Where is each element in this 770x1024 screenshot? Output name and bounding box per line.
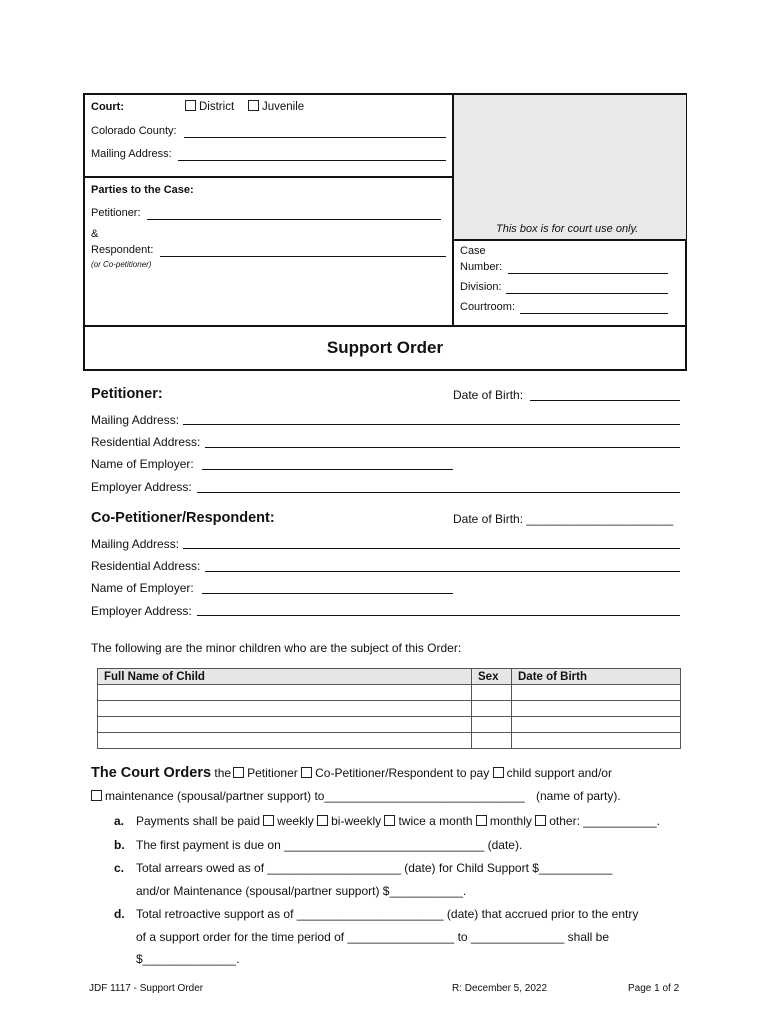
- item-d-text: Total retroactive support as of ______________________ (date) that accrued prior to the entry: [136, 907, 639, 921]
- orders-child-support-checkbox[interactable]: [493, 767, 504, 778]
- petitioner-dob-field[interactable]: [530, 400, 680, 401]
- juvenile-option[interactable]: [248, 100, 304, 113]
- header-sex: Sex: [472, 669, 512, 685]
- caption-respondent-label: Respondent:: [91, 244, 154, 256]
- petitioner-heading: Petitioner:: [91, 386, 163, 402]
- orders-co-respondent-label: Co-Petitioner/Respondent to pay: [315, 766, 490, 780]
- petitioner-employer-address-field[interactable]: [197, 492, 680, 493]
- orders-line-1: [91, 765, 612, 781]
- orders-line-2: [91, 789, 621, 803]
- item-c-text-2: and/or Maintenance (spousal/partner support) $___________.: [136, 884, 467, 898]
- item-a-lead: Payments shall be paid: [136, 814, 261, 828]
- district-checkbox[interactable]: [185, 100, 196, 111]
- orders-maintenance-label: maintenance (spousal/partner support) to______________________________: [105, 789, 525, 803]
- orders-maintenance-checkbox[interactable]: [91, 790, 102, 801]
- ampersand: &: [91, 228, 99, 240]
- respondent-dob-label: Date of Birth: ______________________: [453, 512, 674, 526]
- juvenile-label: Juvenile: [262, 101, 305, 113]
- table-row: [98, 685, 681, 701]
- case-number-field[interactable]: [508, 273, 668, 274]
- caption-petitioner-label: Petitioner:: [91, 207, 141, 219]
- respondent-mailing-label: Mailing Address:: [91, 537, 180, 551]
- petitioner-employer-name-field[interactable]: [202, 469, 453, 470]
- child-dob-cell[interactable]: [512, 733, 681, 749]
- child-dob-cell[interactable]: [512, 685, 681, 701]
- child-sex-cell[interactable]: [472, 685, 512, 701]
- respondent-residential-field[interactable]: [205, 571, 680, 572]
- petitioner-mailing-field[interactable]: [183, 424, 680, 425]
- footer-page: Page 1 of 2: [628, 983, 680, 994]
- orders-petitioner-label: Petitioner: [247, 766, 298, 780]
- children-table: [97, 668, 681, 749]
- district-option[interactable]: [185, 100, 234, 113]
- respondent-heading: Co-Petitioner/Respondent:: [91, 510, 275, 526]
- item-d-text-3: $______________.: [136, 952, 240, 966]
- orders-lead: The Court Orders: [91, 765, 212, 781]
- caption-petitioner-field[interactable]: [147, 219, 441, 220]
- child-sex-cell[interactable]: [472, 733, 512, 749]
- twice-month-label: twice a month: [398, 814, 473, 828]
- courtroom-label: Courtroom:: [460, 301, 516, 313]
- caption-rule: [85, 176, 453, 178]
- other-label: other: ___________.: [549, 814, 660, 828]
- item-a-label: a.: [114, 814, 125, 828]
- division-field[interactable]: [506, 293, 668, 294]
- other-checkbox[interactable]: [535, 815, 546, 826]
- county-label: Colorado County:: [91, 125, 177, 137]
- item-d-text-2: of a support order for the time period of ________________ to ______________ shall be: [136, 930, 610, 944]
- weekly-checkbox[interactable]: [263, 815, 274, 826]
- petitioner-dob-label: Date of Birth:: [453, 388, 524, 402]
- orders-petitioner-checkbox[interactable]: [233, 767, 244, 778]
- orders-co-respondent-checkbox[interactable]: [301, 767, 312, 778]
- court-use-box: [454, 95, 686, 239]
- item-c-text: Total arrears owed as of ____________________ (date) for Child Support $___________: [136, 861, 613, 875]
- child-dob-cell[interactable]: [512, 701, 681, 717]
- courtroom-field[interactable]: [520, 313, 668, 314]
- respondent-employer-address-field[interactable]: [197, 615, 680, 616]
- twice-month-checkbox[interactable]: [384, 815, 395, 826]
- case-label: Case: [460, 245, 486, 257]
- footer-revision: R: December 5, 2022: [452, 983, 548, 994]
- header-dob: Date of Birth: [512, 669, 681, 685]
- item-b-label: b.: [114, 838, 125, 852]
- respondent-residential-label: Residential Address:: [91, 559, 201, 573]
- child-dob-cell[interactable]: [512, 717, 681, 733]
- footer-form-id: JDF 1117 - Support Order: [89, 983, 204, 994]
- caption-rule: [453, 239, 686, 241]
- county-field[interactable]: [184, 137, 446, 138]
- juvenile-checkbox[interactable]: [248, 100, 259, 111]
- respondent-mailing-field[interactable]: [183, 548, 680, 549]
- child-name-cell[interactable]: [98, 717, 472, 733]
- caption-mailing-label: Mailing Address:: [91, 148, 172, 160]
- court-label: Court:: [91, 101, 124, 113]
- court-use-note: This box is for court use only.: [496, 223, 639, 235]
- child-name-cell[interactable]: [98, 701, 472, 717]
- table-header-row: [98, 669, 681, 685]
- respondent-employer-address-label: Employer Address:: [91, 604, 192, 618]
- monthly-label: monthly: [489, 814, 532, 828]
- item-c-label: c.: [114, 861, 125, 875]
- petitioner-mailing-label: Mailing Address:: [91, 413, 180, 427]
- division-label: Division:: [460, 281, 502, 293]
- table-row: [98, 717, 681, 733]
- parties-heading: Parties to the Case:: [91, 184, 194, 196]
- item-b-text: The first payment is due on ______________________________ (date).: [136, 838, 523, 852]
- child-sex-cell[interactable]: [472, 717, 512, 733]
- page-title: Support Order: [326, 338, 444, 357]
- monthly-checkbox[interactable]: [476, 815, 487, 826]
- petitioner-residential-field[interactable]: [205, 447, 680, 448]
- children-intro: The following are the minor children who are the subject of this Order:: [91, 641, 462, 655]
- district-label: District: [199, 101, 235, 113]
- case-number-label: Number:: [460, 261, 503, 273]
- item-a-text: [136, 814, 660, 828]
- child-name-cell[interactable]: [98, 733, 472, 749]
- caption-rule: [85, 325, 686, 327]
- child-sex-cell[interactable]: [472, 701, 512, 717]
- respondent-employer-name-field[interactable]: [202, 593, 453, 594]
- biweekly-checkbox[interactable]: [317, 815, 328, 826]
- petitioner-employer-name-label: Name of Employer:: [91, 457, 194, 471]
- orders-the: the: [214, 766, 232, 780]
- table-row: [98, 733, 681, 749]
- weekly-label: weekly: [277, 814, 314, 828]
- orders-name-of-party: (name of party).: [536, 789, 621, 803]
- item-d-label: d.: [114, 907, 125, 921]
- table-row: [98, 701, 681, 717]
- petitioner-residential-label: Residential Address:: [91, 435, 201, 449]
- petitioner-employer-address-label: Employer Address:: [91, 480, 192, 494]
- child-name-cell[interactable]: [98, 685, 472, 701]
- respondent-employer-name-label: Name of Employer:: [91, 581, 194, 595]
- caption-respondent-field[interactable]: [160, 256, 446, 257]
- co-petitioner-note: (or Co-petitioner): [91, 260, 152, 269]
- orders-child-support-label: child support and/or: [506, 766, 612, 780]
- biweekly-label: bi-weekly: [331, 814, 382, 828]
- header-full-name: Full Name of Child: [98, 669, 472, 685]
- caption-mailing-field[interactable]: [178, 160, 446, 161]
